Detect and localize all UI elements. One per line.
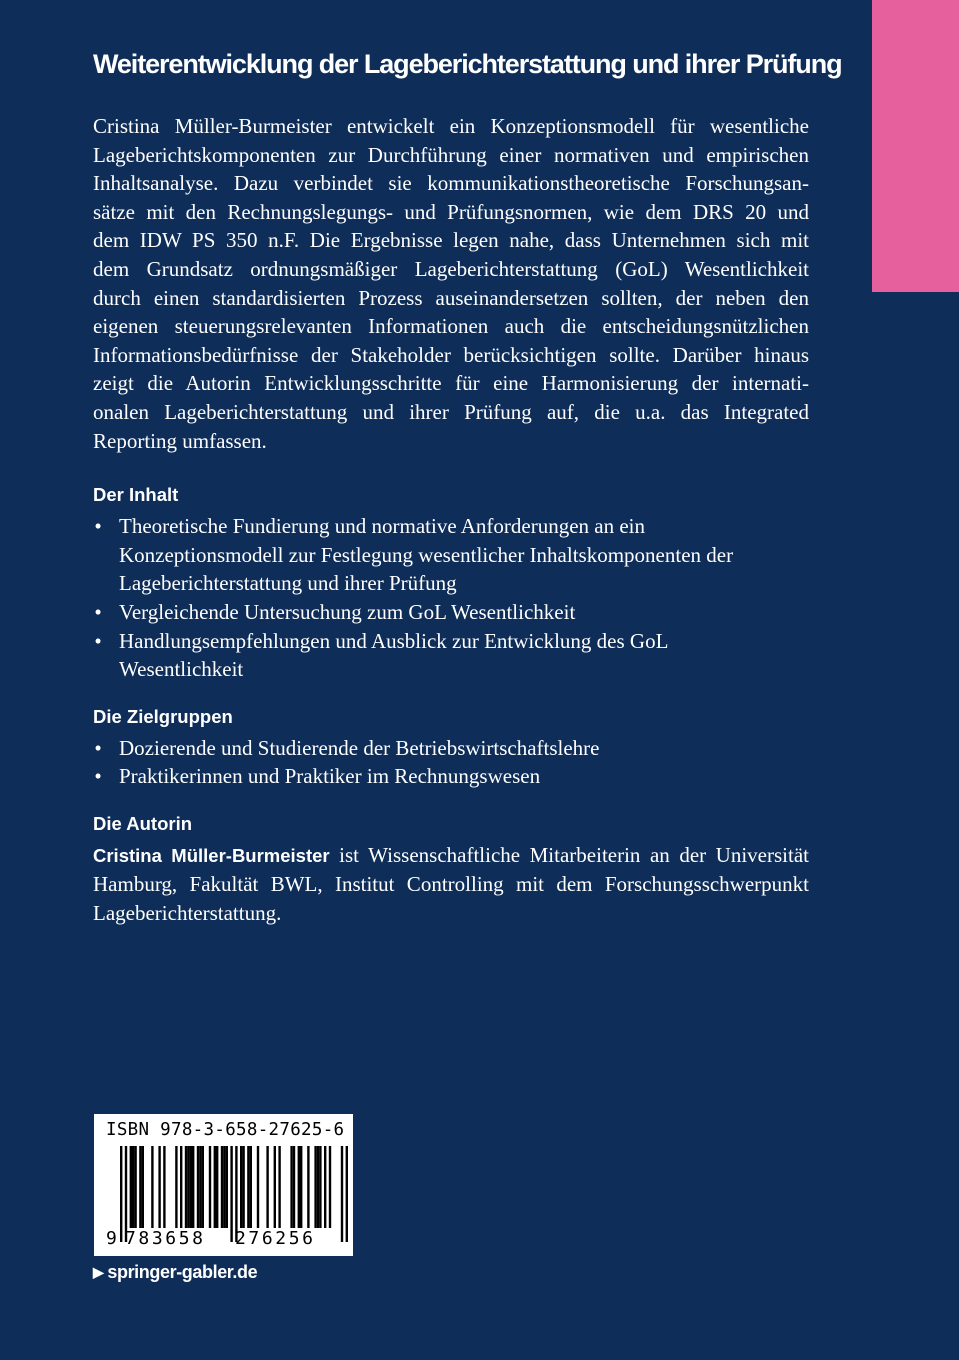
barcode-bar [226, 1146, 228, 1228]
section-heading-zielgruppen: Die Zielgruppen [93, 705, 233, 727]
list-item-line: Dozierende und Studierende der Betriebswirtschaftslehre [119, 735, 600, 760]
publisher-link[interactable] [93, 1262, 257, 1283]
isbn-barcode [94, 1114, 353, 1256]
publisher-url: springer-gabler.de [107, 1262, 258, 1282]
list-item [93, 627, 809, 684]
list-item-line: Praktikerinnen und Praktiker im Rechnungswesen [119, 764, 541, 789]
barcode-bar [130, 1146, 132, 1228]
blurb-line: Informationsbedürfnisse der Stakeholder berücksichtigen sollte. Darüber hinaus [93, 342, 809, 367]
accent-tab [872, 0, 959, 292]
list-item [93, 734, 809, 763]
barcode-bar [346, 1146, 348, 1242]
list-item-line: Handlungsempfehlungen und Ausblick zur Entwicklung des GoL [119, 628, 669, 653]
author-bio-line: Hamburg, Fakultät BWL, Institut Controlling mit dem Forschungsschwerpunkt [93, 872, 809, 897]
blurb-line: onalen Lageberichterstattung und ihrer Prüfung auf, die u.a. das Integrated [93, 399, 809, 424]
blurb-line: dem Grundsatz ordnungsmäßiger Lageberichterstattung (GoL) Wesentlichkeit [93, 256, 809, 281]
barcode-bar [314, 1146, 316, 1228]
barcode-bar [242, 1146, 244, 1228]
list-item [93, 762, 809, 791]
barcode-bar [197, 1146, 199, 1228]
barcode-bar [319, 1146, 321, 1228]
bullet-icon: • [94, 735, 102, 760]
list-item [93, 512, 809, 598]
barcode-bar [290, 1146, 292, 1228]
barcode-bar [278, 1146, 280, 1228]
list-item-line: Theoretische Fundierung und normative Anforderungen an ein [119, 514, 646, 539]
barcode-bar [266, 1146, 268, 1228]
blurb-line: Cristina Müller-Burmeister entwickelt ein Konzeptionsmodell für wesentliche [93, 114, 809, 138]
barcode-bar [175, 1146, 177, 1228]
barcode-bar [134, 1146, 136, 1228]
barcode-bar [185, 1146, 187, 1228]
barcode-bar [324, 1146, 326, 1228]
author-bio-line [93, 841, 809, 871]
barcode-bar [132, 1146, 134, 1228]
barcode-bar [317, 1146, 319, 1228]
author-bio [93, 841, 809, 928]
book-title: Weiterentwicklung der Lageberichterstattung und ihrer Prüfung [93, 49, 842, 79]
barcode-bar [307, 1146, 309, 1228]
barcode-bar [199, 1146, 201, 1228]
bullet-icon: • [94, 599, 102, 624]
bullet-icon: • [94, 628, 102, 653]
barcode-bar [120, 1146, 122, 1242]
section-heading-inhalt: Der Inhalt [93, 484, 179, 506]
barcode-bar [202, 1146, 204, 1228]
ean-right-group: 276256 [235, 1228, 316, 1249]
bullet-icon: • [94, 764, 102, 789]
barcode-bar [257, 1146, 259, 1228]
barcode-bar [274, 1146, 276, 1228]
blurb-line: sätze mit den Rechnungslegungs- und Prüfungsnormen, wie dem DRS 20 und [93, 199, 809, 224]
author-bio-line: Lageberichterstattung. [93, 901, 282, 926]
list-item-line: Lageberichterstattung und ihrer Prüfung [119, 571, 457, 596]
blurb-line: durch einen standardisierten Prozess auseinandersetzen sollten, der neben den [93, 285, 809, 310]
barcode-bar [192, 1146, 194, 1228]
bullet-icon: • [94, 514, 102, 539]
ean-lead-digit: 9 [106, 1228, 117, 1249]
barcode-bar [240, 1146, 242, 1228]
ean-left-group: 783658 [125, 1228, 206, 1249]
barcode-bar [139, 1146, 141, 1228]
barcode-bar [298, 1146, 300, 1228]
blurb-line: dem IDW PS 350 n.F. Die Ergebnisse legen nahe, dass Unternehmen sich mit [93, 228, 809, 253]
barcode-bar [187, 1146, 189, 1228]
barcode-bar [230, 1146, 232, 1242]
barcode-bar [293, 1146, 295, 1228]
list-item-line: Wesentlichkeit [119, 657, 244, 682]
inhalt-list [93, 512, 809, 684]
barcode-bar [209, 1146, 211, 1228]
barcode-bar [250, 1146, 252, 1228]
blurb-line: zeigt die Autorin Entwicklungsschritte für eine Harmonisierung der internati- [93, 371, 809, 396]
blurb-line: Lageberichtskomponenten zur Durchführung einer normativen und empirischen [93, 142, 809, 167]
barcode-bar [142, 1146, 144, 1228]
list-item-line: Konzeptionsmodell zur Festlegung wesentlicher Inhaltskomponenten der [119, 542, 734, 567]
list-item [93, 598, 809, 627]
isbn-label: ISBN 978-3-658-27625-6 [106, 1120, 345, 1140]
blurb-line: eigenen steuerungsrelevanten Informationen auch die entscheidungsnützlichen [93, 314, 809, 339]
author-bio-text: ist Wissenschaftliche Mitarbeiterin an der Universität [329, 842, 809, 867]
barcode-bar [216, 1146, 218, 1228]
barcode-bar [158, 1146, 160, 1228]
blurb-paragraph [93, 112, 809, 455]
barcode-bar [214, 1146, 216, 1228]
barcode-bar [163, 1146, 165, 1228]
author-name: Cristina Müller-Burmeister [93, 844, 330, 866]
barcode-bar [329, 1146, 331, 1228]
back-cover-text [93, 44, 842, 928]
zielgruppen-list [93, 734, 809, 791]
barcode-bar [190, 1146, 192, 1228]
barcode-bar [221, 1146, 223, 1228]
barcode-bar [341, 1146, 343, 1242]
section-heading-autorin: Die Autorin [93, 812, 193, 834]
barcode-bar [151, 1146, 153, 1228]
arrow-right-icon: ▶ [93, 1264, 104, 1280]
list-item-line: Vergleichende Untersuchung zum GoL Wesentlichkeit [119, 599, 576, 624]
barcode-bar [223, 1146, 225, 1228]
blurb-line: Reporting umfassen. [93, 428, 267, 453]
barcode-bar [247, 1146, 249, 1228]
barcode-bar [180, 1146, 182, 1228]
barcode-bar [300, 1146, 302, 1228]
blurb-line: Inhaltsanalyse. Dazu verbindet sie kommunikationstheoretische Forschungsan- [93, 171, 809, 196]
